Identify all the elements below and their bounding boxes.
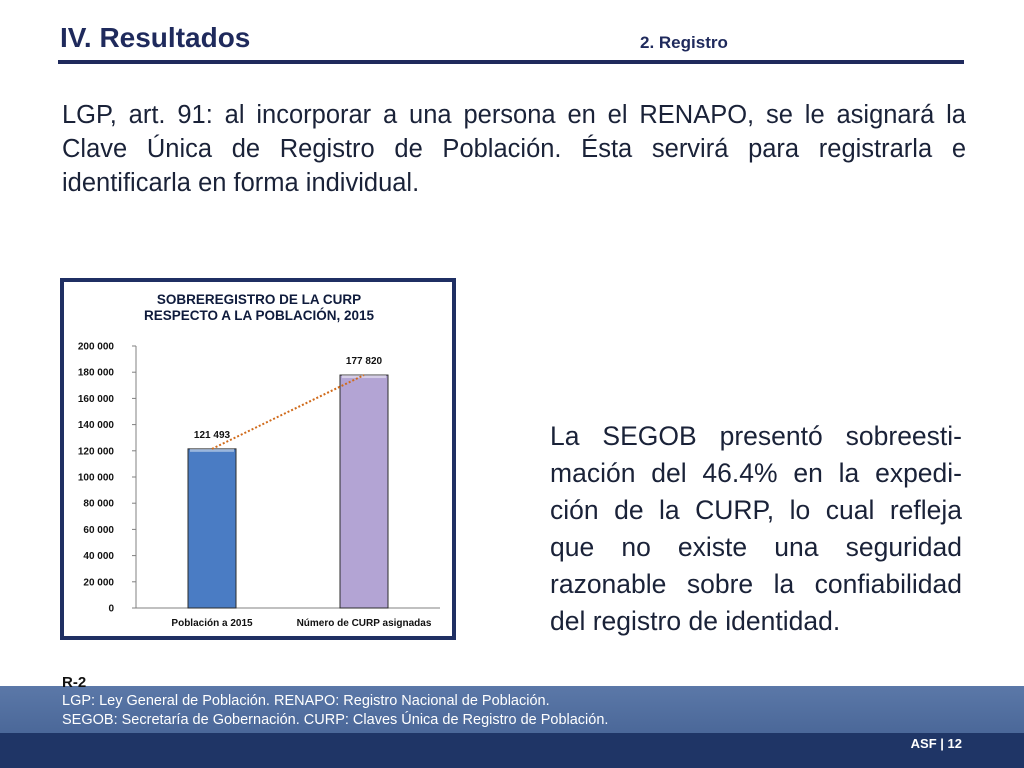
bar-highlight [190, 449, 234, 452]
y-tick-label: 120 000 [77, 446, 114, 458]
chart-title-line-2: RESPECTO A LA POBLACIÓN, 2015 [143, 308, 375, 323]
bar-1 [188, 449, 236, 608]
y-tick-label: 140 000 [77, 420, 114, 432]
footer-bar [0, 733, 1024, 768]
data-label-2: 177 820 [345, 356, 383, 368]
footnote-line-2: SEGOB: Secretaría de Gobernación. CURP: Claves Única de Registro de Población. [62, 712, 609, 728]
y-tick-label: 160 000 [77, 393, 114, 405]
y-tick-label: 60 000 [83, 524, 114, 536]
findings-paragraph: La SEGOB presentó sobreesti-mación del 46.4% en la expedi-ción de la CURP, lo cual refleja que no existe una seguridad razonable sobre la confiabilidad del registro de identidad. [550, 421, 962, 636]
y-tick-label: 0 [108, 603, 114, 615]
data-label-1: 121 493 [193, 429, 231, 441]
footnote-line-1: LGP: Ley General de Población. RENAPO: Registro Nacional de Población. [62, 693, 550, 709]
bar-2 [340, 375, 388, 608]
y-tick-label: 200 000 [77, 341, 114, 353]
intro-paragraph: LGP, art. 91: al incorporar a una persona en el RENAPO, se le asignará la Clave Única de Registro de Población. Ésta servirá para registrarla e identificarla en forma individual. [62, 101, 966, 197]
y-tick-label: 40 000 [83, 551, 114, 563]
y-tick-label: 80 000 [83, 498, 114, 510]
category-label-2: Número de CURP asignadas [296, 618, 432, 629]
page-number: ASF | 12 [910, 736, 962, 751]
y-tick-label: 20 000 [83, 577, 114, 589]
slide-title: IV. Resultados [60, 22, 251, 53]
slide-subtitle: 2. Registro [640, 33, 728, 52]
title-divider [58, 60, 964, 64]
bar-chart [64, 282, 454, 636]
chart-title-line-1: SOBREREGISTRO DE LA CURP [156, 292, 362, 307]
reference-code: R-2 [62, 674, 87, 691]
y-tick-label: 100 000 [77, 472, 114, 484]
y-tick-label: 180 000 [77, 367, 114, 379]
category-label-1: Población a 2015 [171, 618, 253, 629]
